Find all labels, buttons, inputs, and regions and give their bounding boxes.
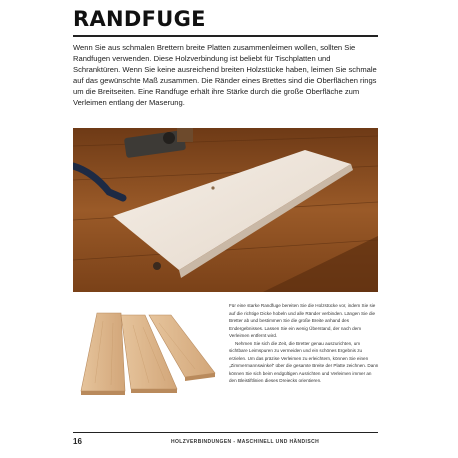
page-title: RANDFUGE	[73, 7, 206, 31]
running-title: HOLZVERBINDUNGEN - MASCHINELL UND HÄNDISCH	[171, 439, 320, 445]
boards-photo	[73, 303, 223, 403]
page-number: 16	[73, 437, 82, 446]
workbench-photo	[73, 128, 378, 292]
title-divider	[73, 35, 378, 37]
body-paragraph: Nehmen Sie sich die Zeit, die Bretter genau auszurichten, um sichtbare Leimspuren zu vermeiden und ein schönes Ergebnis zu erzielen. Um das präzise Verleimen zu erleichtern, können Sie einen „Zimmermannswinkel“ über die gesamte Breite der Platte zeichnen. Dann können Sie sich beim endgültigen Ausrichten und Verleimen immer an den Bleistiftlinien dieses Dreiecks orientieren.	[229, 340, 379, 383]
body-text-column	[229, 302, 379, 385]
intro-paragraph: Wenn Sie aus schmalen Brettern breite Platten zusammenleimen wollen, sollten Sie Randfugen verwenden. Diese Holzverbindung ist beliebt für Tischplatten und Schranktüren. Wenn Sie keine ausreichend breiten Holzstücke haben, leimen Sie schmale auf das gewünschte Maß zusammen. Die Ränder eines Brettes sind die Oberflächen rings um die Breitseiten. Eine Randfuge erhält ihre Stärke durch die große Oberfläche zum Verleimen entlang der Maserung.	[73, 43, 377, 107]
footer-divider	[73, 432, 378, 433]
body-paragraph: Für eine starke Randfuge bereiten Sie die Holzstücke vor, indem Sie sie auf die richtige Dicke hobeln und alle Ränder verbinden. Längen Sie die Bretter ab und bestimmen Sie die große Breite anhand des Endergebnisses. Lassen Sie ein wenig Überstand, der nach dem Verleimen entfernt wird.	[229, 303, 376, 338]
